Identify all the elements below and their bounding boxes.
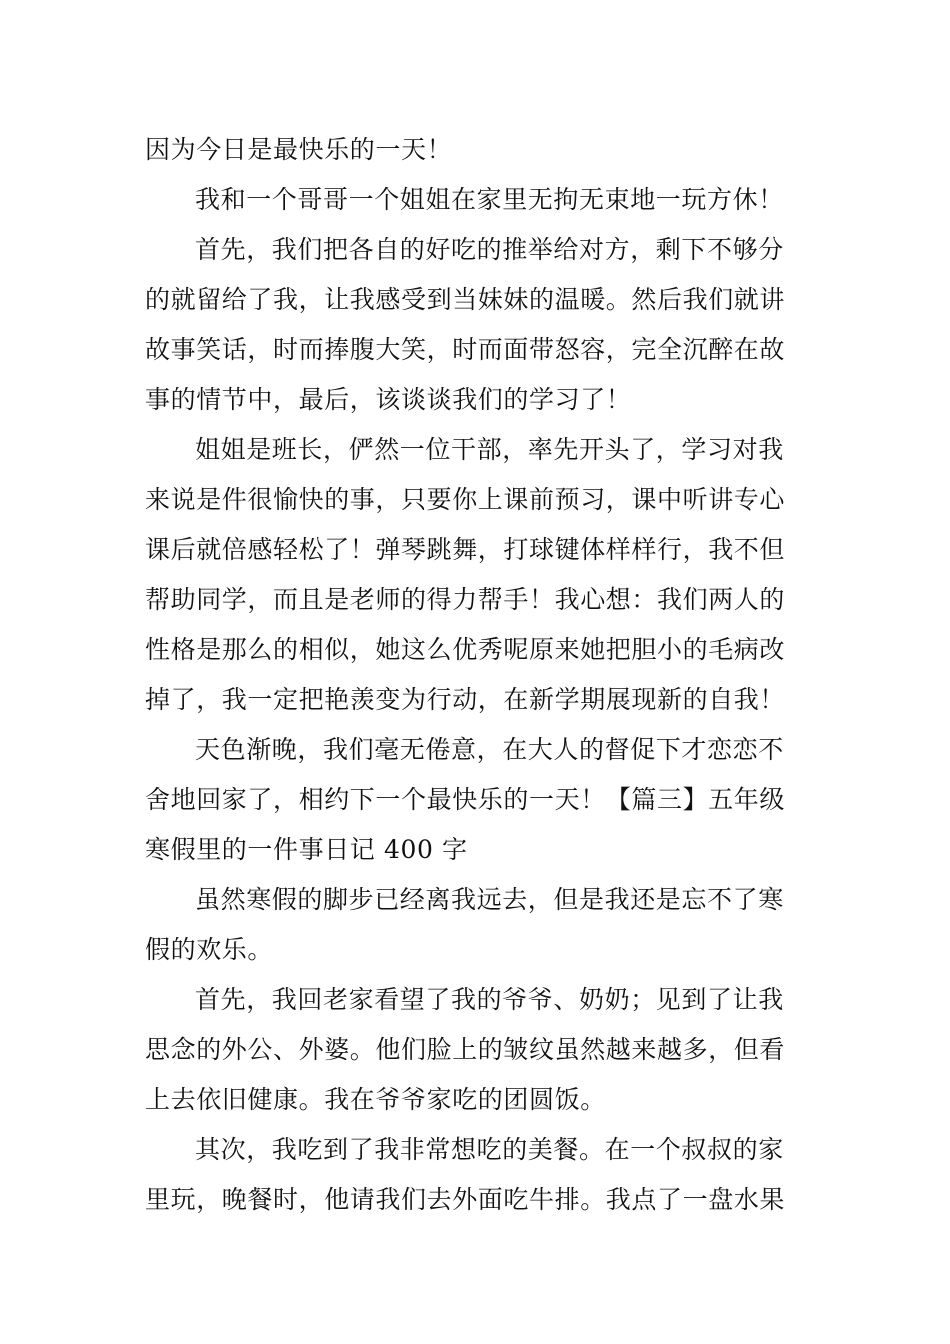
paragraph-first-line: 我和一个哥哥一个姐姐在家里无拘无束地一玩方休！ (195, 185, 784, 214)
text-line: 课后就倍感轻松了！弹琴跳舞，打球键体样样行，我不但 (145, 535, 786, 564)
paragraph-first-line: 其次，我吃到了我非常想吃的美餐。在一个叔叔的家 (195, 1135, 784, 1164)
text-line: 里玩，晚餐时，他请我们去外面吃牛排。我点了一盘水果 (145, 1185, 786, 1214)
text-line: 来说是件很愉快的事，只要你上课前预习，课中听讲专心 (145, 485, 786, 514)
text-line: 故事笑话，时而捧腹大笑，时而面带怒容，完全沉醉在故 (145, 335, 786, 364)
text-line: 因为今日是最快乐的一天！ (145, 135, 453, 164)
paragraph-first-line: 首先，我回老家看望了我的爷爷、奶奶；见到了让我 (195, 985, 784, 1014)
text-line: 性格是那么的相似，她这么优秀呢原来她把胆小的毛病改 (145, 635, 786, 664)
text-line: 思念的外公、外婆。他们脸上的皱纹虽然越来越多，但看 (145, 1035, 786, 1064)
document-body (145, 125, 810, 1225)
text-line: 上去依旧健康。我在爷爷家吃的团圆饭。 (145, 1085, 606, 1114)
text-line: 舍地回家了，相约下一个最快乐的一天！【篇三】五年级 (145, 785, 786, 814)
text-line: 帮助同学，而且是老师的得力帮手！我心想：我们两人的 (145, 585, 786, 614)
paragraph-first-line: 虽然寒假的脚步已经离我远去，但是我还是忘不了寒 (195, 885, 784, 914)
text-line: 假的欢乐。 (145, 935, 274, 964)
text-line: 掉了，我一定把艳羡变为行动，在新学期展现新的自我！ (145, 685, 786, 714)
text-line: 事的情节中，最后，该谈谈我们的学习了！ (145, 385, 632, 414)
paragraph-first-line: 姐姐是班长，俨然一位干部，率先开头了，学习对我 (195, 435, 784, 464)
text-line: 的就留给了我，让我感受到当妹妹的温暖。然后我们就讲 (145, 285, 786, 314)
paragraph-first-line: 首先，我们把各自的好吃的推举给对方，剩下不够分 (195, 235, 784, 264)
text-line: 寒假里的一件事日记 400 字 (145, 835, 468, 864)
paragraph-first-line: 天色渐晚，我们毫无倦意，在大人的督促下才恋恋不 (195, 735, 784, 764)
